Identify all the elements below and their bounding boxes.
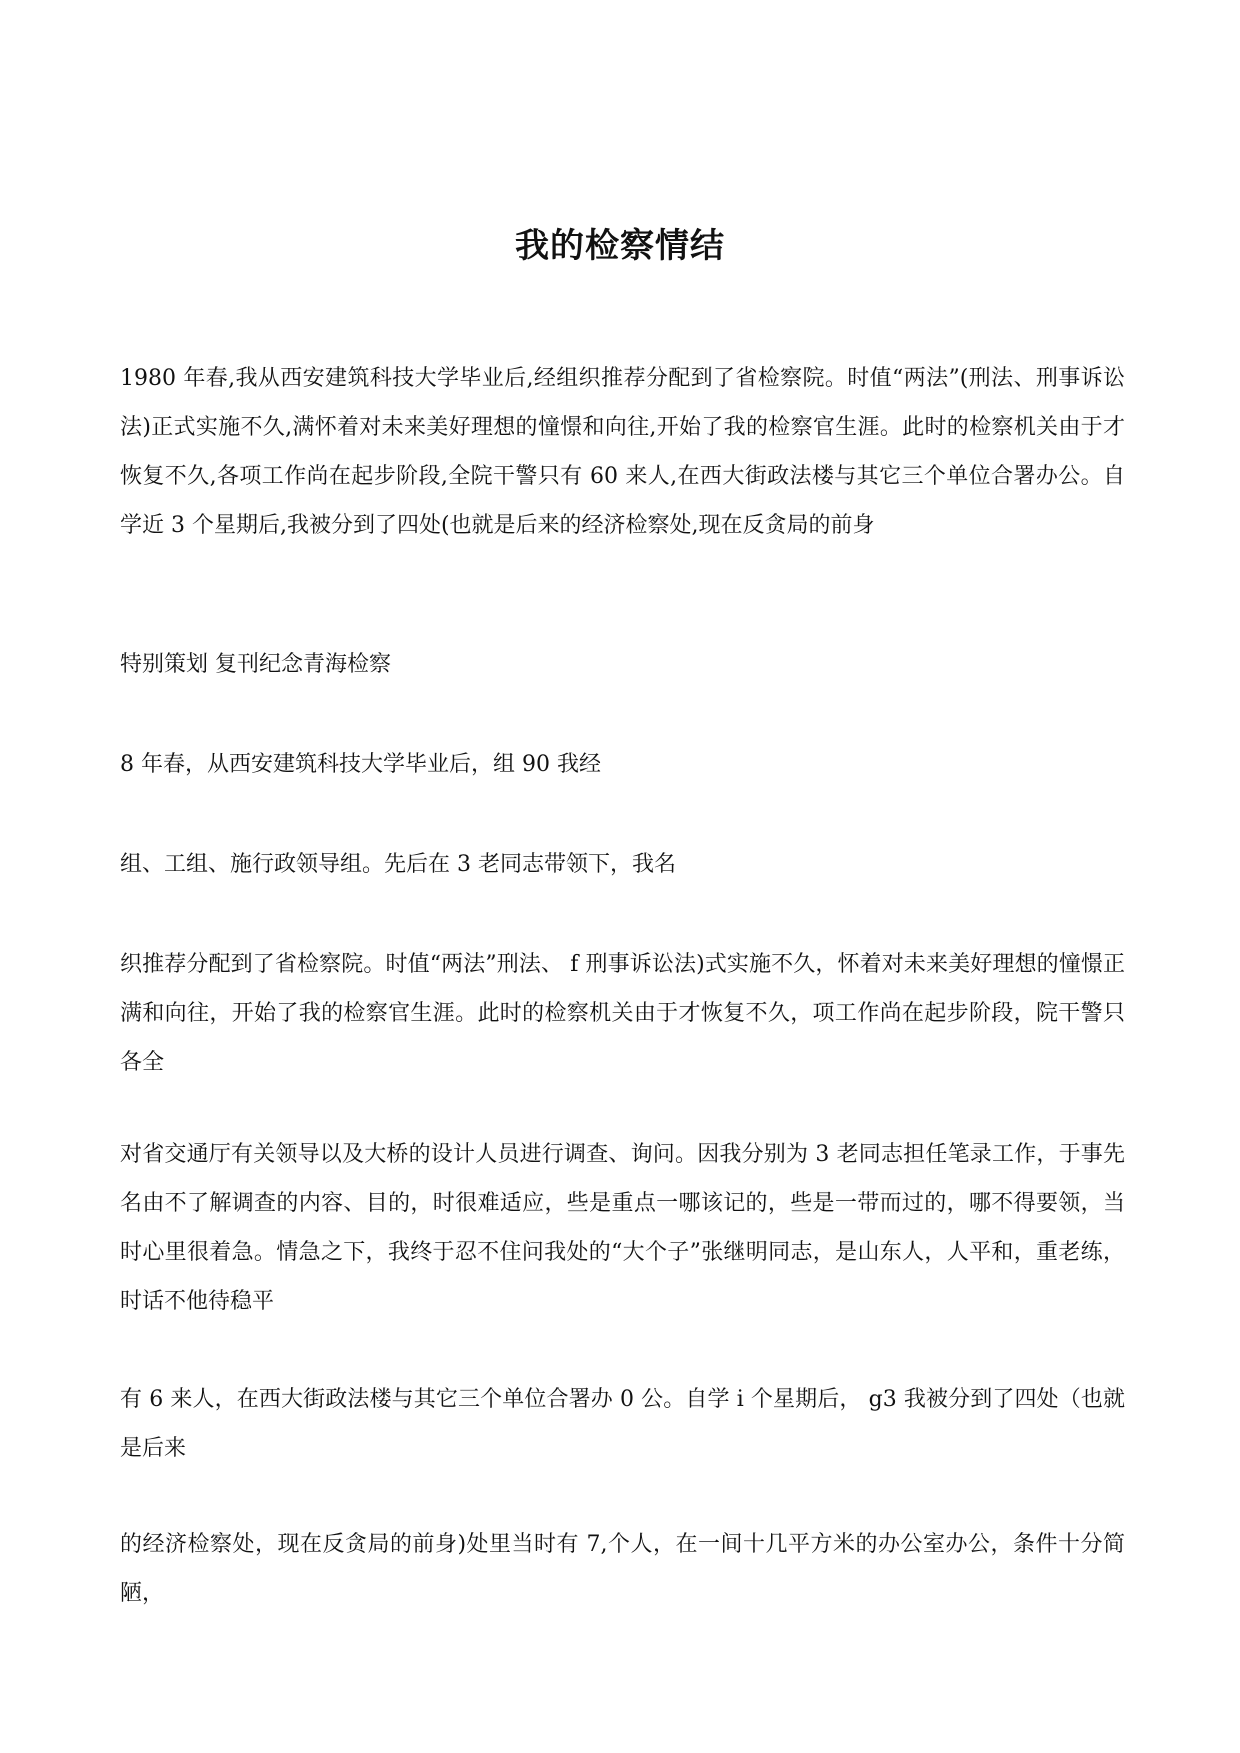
paragraph-3: 8 年春，从西安建筑科技大学毕业后，组 90 我经 [120, 752, 601, 777]
paragraph-1: 1980 年春,我从西安建筑科技大学毕业后,经组织推荐分配到了省检察院。时值“两法”(刑法、刑事诉讼法)正式实施不久,满怀着对未来美好理想的憧憬和向往,开始了我的检察官生涯。此时的检察机关由于才恢复不久,各项工作尚在起步阶段,全院干警只有 60 来人,在西大街政法楼与其它三个单位合署办公。自学近 3 个星期后,我被分到了四处(也就是后来的经济检察处,现在反贪局的前身 [120, 366, 1125, 538]
paragraph-7: 有 6 来人，在西大街政法楼与其它三个单位合署办 0 公。自学 i 个星期后， g3 我被分到了四处（也就是后来 [120, 1387, 1125, 1461]
document-title: 我的检察情结 [515, 226, 725, 266]
paragraph-4: 组、工组、施行政领导组。先后在 3 老同志带领下，我名 [120, 852, 676, 877]
paragraph-2: 特别策划 复刊纪念青海检察 [120, 652, 391, 677]
paragraph-8: 的经济检察处，现在反贪局的前身)处里当时有 7,个人，在一间十几平方米的办公室办公，条件十分简陋， [120, 1532, 1125, 1606]
paragraph-6: 对省交通厅有关领导以及大桥的设计人员进行调查、询问。因我分别为 3 老同志担任笔录工作，于事先名由不了解调查的内容、目的，时很难适应，些是重点一哪该记的，些是一带而过的，哪不得要领，当时心里很着急。情急之下，我终于忍不住问我处的“大个子”张继明同志，是山东人，人平和，重老练，时话不他待稳平 [120, 1142, 1125, 1314]
paragraph-5: 织推荐分配到了省检察院。时值“两法”刑法、 f 刑事诉讼法)式实施不久，怀着对未来美好理想的憧憬正满和向往，开始了我的检察官生涯。此时的检察机关由于才恢复不久，项工作尚在起步阶段，院干警只各全 [120, 952, 1125, 1075]
